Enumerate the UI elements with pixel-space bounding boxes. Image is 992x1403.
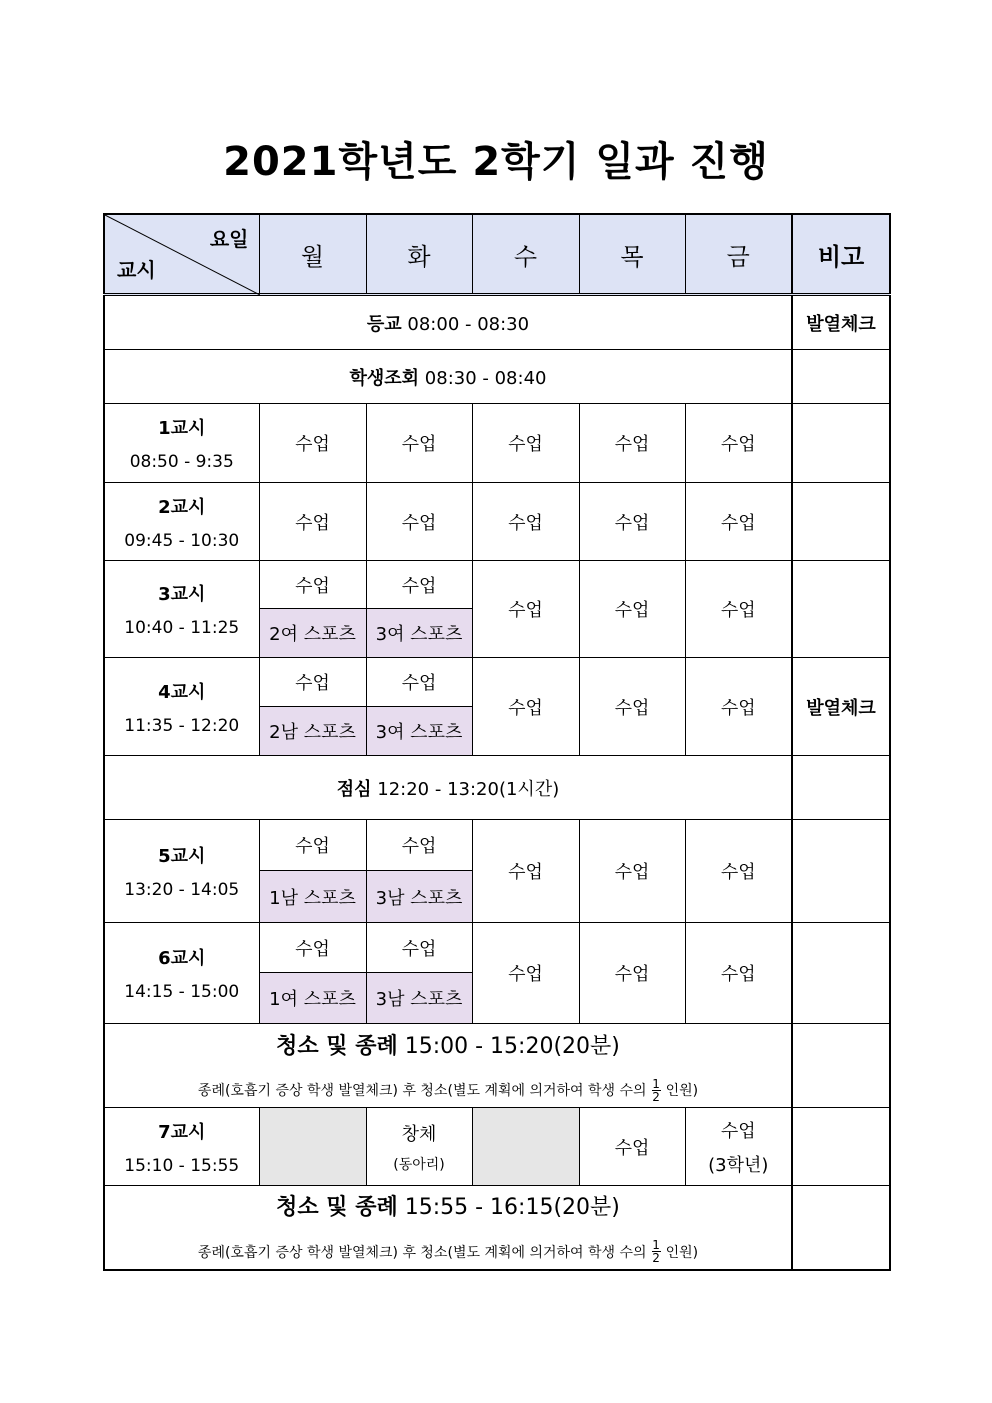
- class-cell: 수업: [685, 658, 792, 756]
- class-cell: 수업: [579, 923, 685, 1024]
- fraction-numerator: 1: [652, 1076, 660, 1091]
- period-row-1: [104, 404, 890, 483]
- assembly-cell: [104, 350, 792, 404]
- assembly-label: 학생조회: [349, 367, 420, 389]
- activity-sub: (동아리): [393, 1156, 445, 1173]
- note-cell: [792, 1108, 890, 1186]
- period-cell: [104, 923, 259, 1024]
- cleaning-note-end: 인원): [665, 1083, 699, 1099]
- period-time: 14:15 - 15:00: [124, 982, 240, 1002]
- period-cell: [104, 1108, 259, 1186]
- period-cell: [104, 561, 259, 658]
- header-row: [104, 214, 890, 295]
- class-cell: 수업: [579, 483, 685, 561]
- lunch-row: [104, 756, 890, 820]
- period-row-4: [104, 658, 890, 707]
- cleaning-note: [198, 1078, 698, 1103]
- assembly-time: 08:30 - 08:40: [424, 367, 547, 389]
- period-time: 08:50 - 9:35: [129, 452, 234, 472]
- header-note: 비고: [792, 214, 890, 295]
- class-cell: 수업: [685, 923, 792, 1024]
- fraction: [652, 1078, 661, 1103]
- period-time: 13:20 - 14:05: [124, 880, 240, 900]
- class-cell: 수업: [472, 820, 579, 923]
- arrival-note: 발열체크: [792, 295, 890, 350]
- class-cell: 수업: [259, 658, 366, 707]
- page-title: 2021학년도 2학기 일과 진행: [223, 139, 769, 185]
- cleaning-row-1: [104, 1024, 890, 1108]
- class-cell: 수업: [259, 483, 366, 561]
- note-cell: [792, 404, 890, 483]
- class-cell: 수업: [366, 923, 472, 973]
- period-row-3: [104, 561, 890, 609]
- note-cell: 발열체크: [792, 658, 890, 756]
- cleaning-note-cell: [792, 1024, 890, 1108]
- class-cell: 수업: [685, 561, 792, 658]
- period-name: 4교시: [158, 681, 206, 703]
- sports-cell: 1남 스포츠: [259, 871, 366, 923]
- period-name: 7교시: [158, 1121, 206, 1143]
- class-cell: 수업: [472, 658, 579, 756]
- cleaning-row-2: [104, 1186, 890, 1270]
- note-cell: [792, 561, 890, 658]
- lunch-note: [792, 756, 890, 820]
- period-cell: [104, 404, 259, 483]
- cleaning-label: 청소 및 종례: [276, 1033, 398, 1059]
- lunch-time: 12:20 - 13:20(1시간): [377, 778, 560, 800]
- header-day-wed: 수: [472, 214, 579, 295]
- header-day-thu: 목: [579, 214, 685, 295]
- cleaning-note-text: 종례(호흡기 증상 학생 발열체크) 후 청소(별도 계획에 의거하여 학생 수의: [197, 1083, 647, 1099]
- period-name: 3교시: [158, 584, 206, 605]
- period-time: 09:45 - 10:30: [124, 530, 240, 551]
- assembly-note: [792, 350, 890, 404]
- class-cell: [685, 1108, 792, 1186]
- class-cell: 수업: [472, 404, 579, 483]
- class-cell: 수업: [259, 561, 366, 609]
- cleaning-time: 15:55 - 16:15(20분): [404, 1195, 620, 1221]
- class-cell: 수업: [366, 483, 472, 561]
- class-cell: 수업: [579, 820, 685, 923]
- class-cell: 수업: [259, 923, 366, 973]
- class-cell: 수업: [685, 483, 792, 561]
- sports-cell: 3여 스포츠: [366, 707, 472, 756]
- arrival-label: 등교: [366, 313, 402, 335]
- cleaning-cell: [104, 1186, 792, 1270]
- corner-cell: [104, 214, 259, 295]
- class-cell: 수업: [472, 561, 579, 658]
- period-time: 11:35 - 12:20: [124, 715, 240, 736]
- fraction: [652, 1239, 661, 1264]
- period-row-5: [104, 820, 890, 871]
- class-cell: 수업: [366, 561, 472, 609]
- class-cell: 수업: [472, 483, 579, 561]
- arrival-row: [104, 295, 890, 350]
- period-time: 15:10 - 15:55: [124, 1155, 240, 1176]
- lunch-label: 점심: [336, 778, 372, 800]
- cleaning-cell: [104, 1024, 792, 1108]
- class-cell: 수업: [259, 820, 366, 871]
- class-cell: 수업: [579, 561, 685, 658]
- period-row-6: [104, 923, 890, 973]
- period-name: 5교시: [158, 846, 206, 867]
- sports-cell: 1여 스포츠: [259, 973, 366, 1024]
- cleaning-note-end: 인원): [665, 1244, 699, 1261]
- note-cell: [792, 483, 890, 561]
- fraction-denominator: 2: [652, 1251, 660, 1266]
- header-day-fri: 금: [685, 214, 792, 295]
- cleaning-note-cell: [792, 1186, 890, 1270]
- class-cell: 수업: [366, 658, 472, 707]
- corner-day-label: 요일: [209, 227, 249, 251]
- period-name: 1교시: [158, 418, 206, 439]
- sports-cell: 3남 스포츠: [366, 871, 472, 923]
- header-day-mon: 월: [259, 214, 366, 295]
- class-cell: 수업: [579, 658, 685, 756]
- class-cell: 수업: [685, 404, 792, 483]
- period-row-2: [104, 483, 890, 561]
- sports-cell: 2남 스포츠: [259, 707, 366, 756]
- cleaning-time: 15:00 - 15:20(20분): [404, 1033, 620, 1059]
- fraction-denominator: 2: [652, 1089, 660, 1104]
- cleaning-note: [198, 1239, 698, 1264]
- cleaning-note-text: 종례(호흡기 증상 학생 발열체크) 후 청소(별도 계획에 의거하여 학생 수의: [197, 1244, 647, 1261]
- sports-cell: 3여 스포츠: [366, 609, 472, 658]
- note-cell: [792, 923, 890, 1024]
- class-cell: [366, 1108, 472, 1186]
- assembly-row: [104, 350, 890, 404]
- class-cell: 수업: [579, 404, 685, 483]
- period-time: 10:40 - 11:25: [124, 618, 240, 638]
- fraction-numerator: 1: [652, 1238, 660, 1253]
- cleaning-label: 청소 및 종례: [276, 1195, 398, 1221]
- corner-period-label: 교시: [117, 258, 156, 282]
- arrival-cell: [104, 295, 792, 350]
- class-cell: 수업: [259, 404, 366, 483]
- period-name: 6교시: [158, 948, 206, 969]
- period-cell: [104, 483, 259, 561]
- sports-cell: 2여 스포츠: [259, 609, 366, 658]
- class-grade: (3학년): [708, 1154, 769, 1176]
- header-day-tue: 화: [366, 214, 472, 295]
- class-cell: 수업: [366, 820, 472, 871]
- empty-cell: [259, 1108, 366, 1186]
- class-cell: 수업: [685, 820, 792, 923]
- period-cell: [104, 820, 259, 923]
- class-cell: 수업: [472, 923, 579, 1024]
- class-cell: 수업: [579, 1108, 685, 1186]
- class-cell: 수업: [366, 404, 472, 483]
- class-label: 수업: [720, 1120, 756, 1142]
- lunch-cell: [104, 756, 792, 820]
- empty-cell: [472, 1108, 579, 1186]
- schedule-table: [103, 213, 891, 1271]
- activity-label: 창체: [401, 1123, 437, 1145]
- period-name: 2교시: [158, 496, 206, 518]
- period-row-7: [104, 1108, 890, 1186]
- period-cell: [104, 658, 259, 756]
- arrival-time: 08:00 - 08:30: [407, 313, 530, 335]
- note-cell: [792, 820, 890, 923]
- sports-cell: 3남 스포츠: [366, 973, 472, 1024]
